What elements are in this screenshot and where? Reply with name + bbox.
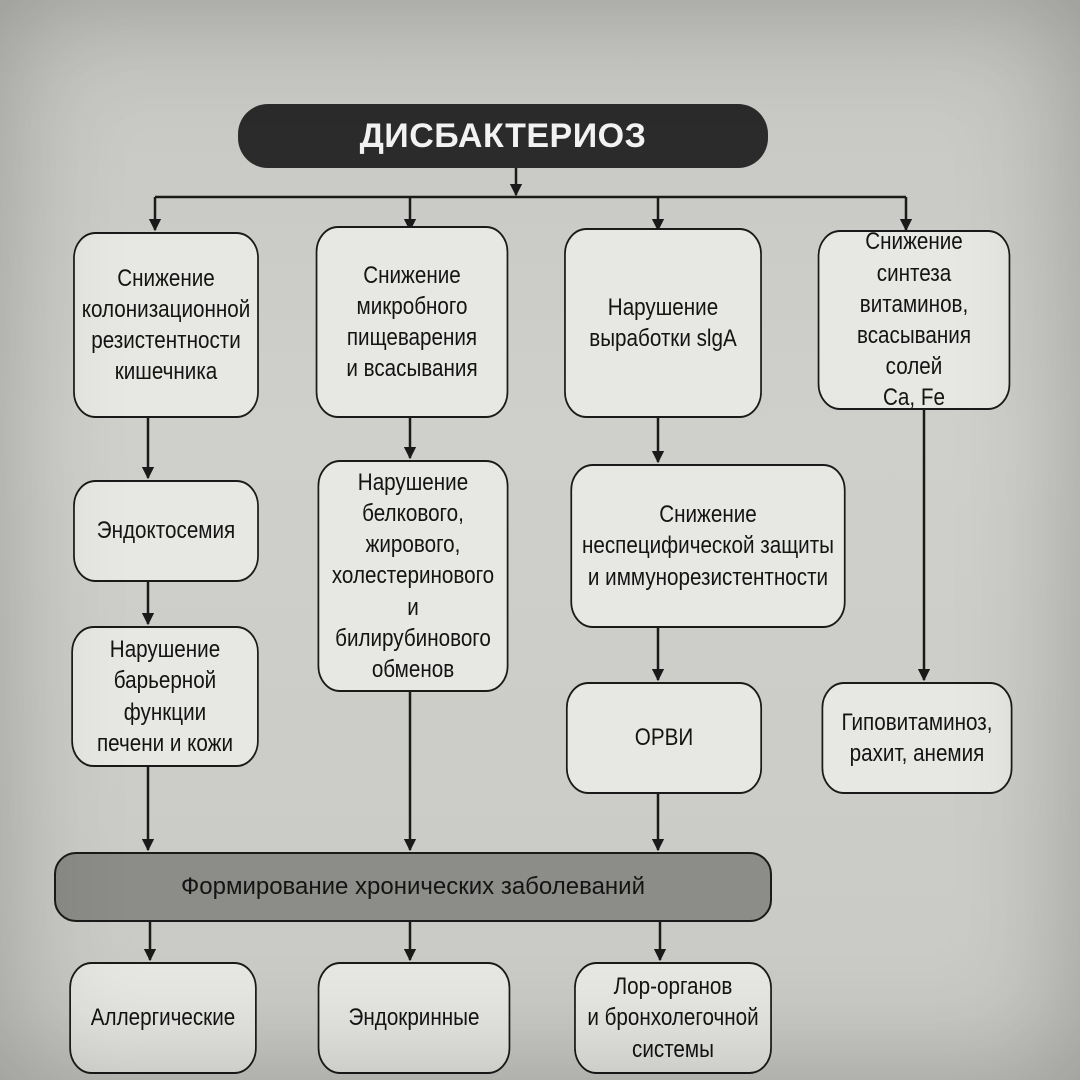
chronic-diseases-bar: [54, 852, 772, 922]
box-microbial-digestion: [316, 226, 509, 418]
box-text: Гиповитаминоз, рахит, анемия: [841, 708, 993, 767]
box-colonization-resistance: [73, 232, 259, 418]
box-text: Снижение синтеза витаминов, всасывания солей Ca, Fe: [856, 228, 972, 412]
box-hypovitaminosis: [822, 682, 1013, 794]
box-arvi: [566, 682, 762, 794]
box-text: Эндоктосемия: [96, 517, 236, 545]
box-text: Снижение неспецифической защиты и иммунорезистентности: [581, 501, 835, 591]
box-barrier-function: [71, 626, 258, 767]
box-allergic: [69, 962, 256, 1074]
chronic-diseases-text: Формирование хронических заболеваний: [181, 873, 645, 900]
box-siga-production: [564, 228, 762, 418]
box-metabolism-disorders: [318, 460, 509, 692]
box-text: Лор-органов и бронхолегочной системы: [587, 973, 759, 1063]
box-text: Нарушение белкового, жирового, холестеринового и билирубинового обменов: [331, 468, 495, 683]
box-text: Снижение микробного пищеварения и всасывания: [346, 261, 478, 383]
box-text: Аллергические: [90, 1004, 236, 1032]
box-text: Эндокринные: [348, 1004, 480, 1032]
box-text: Снижение колонизационной резистентности кишечника: [81, 264, 251, 386]
box-text: ОРВИ: [634, 724, 694, 752]
diagram-title: [238, 104, 768, 168]
box-ent-bronchopulmonary: [574, 962, 772, 1074]
box-nonspecific-defense: [570, 464, 845, 628]
diagram-title-text: ДИСБАКТЕРИОЗ: [359, 116, 647, 155]
box-text: Нарушение барьерной функции печени и кожи: [97, 636, 233, 757]
box-endotoxemia: [73, 480, 259, 582]
box-vitamin-synthesis: [818, 230, 1011, 410]
box-endocrine: [318, 962, 511, 1074]
box-text: Нарушение выработки slgA: [589, 293, 737, 352]
